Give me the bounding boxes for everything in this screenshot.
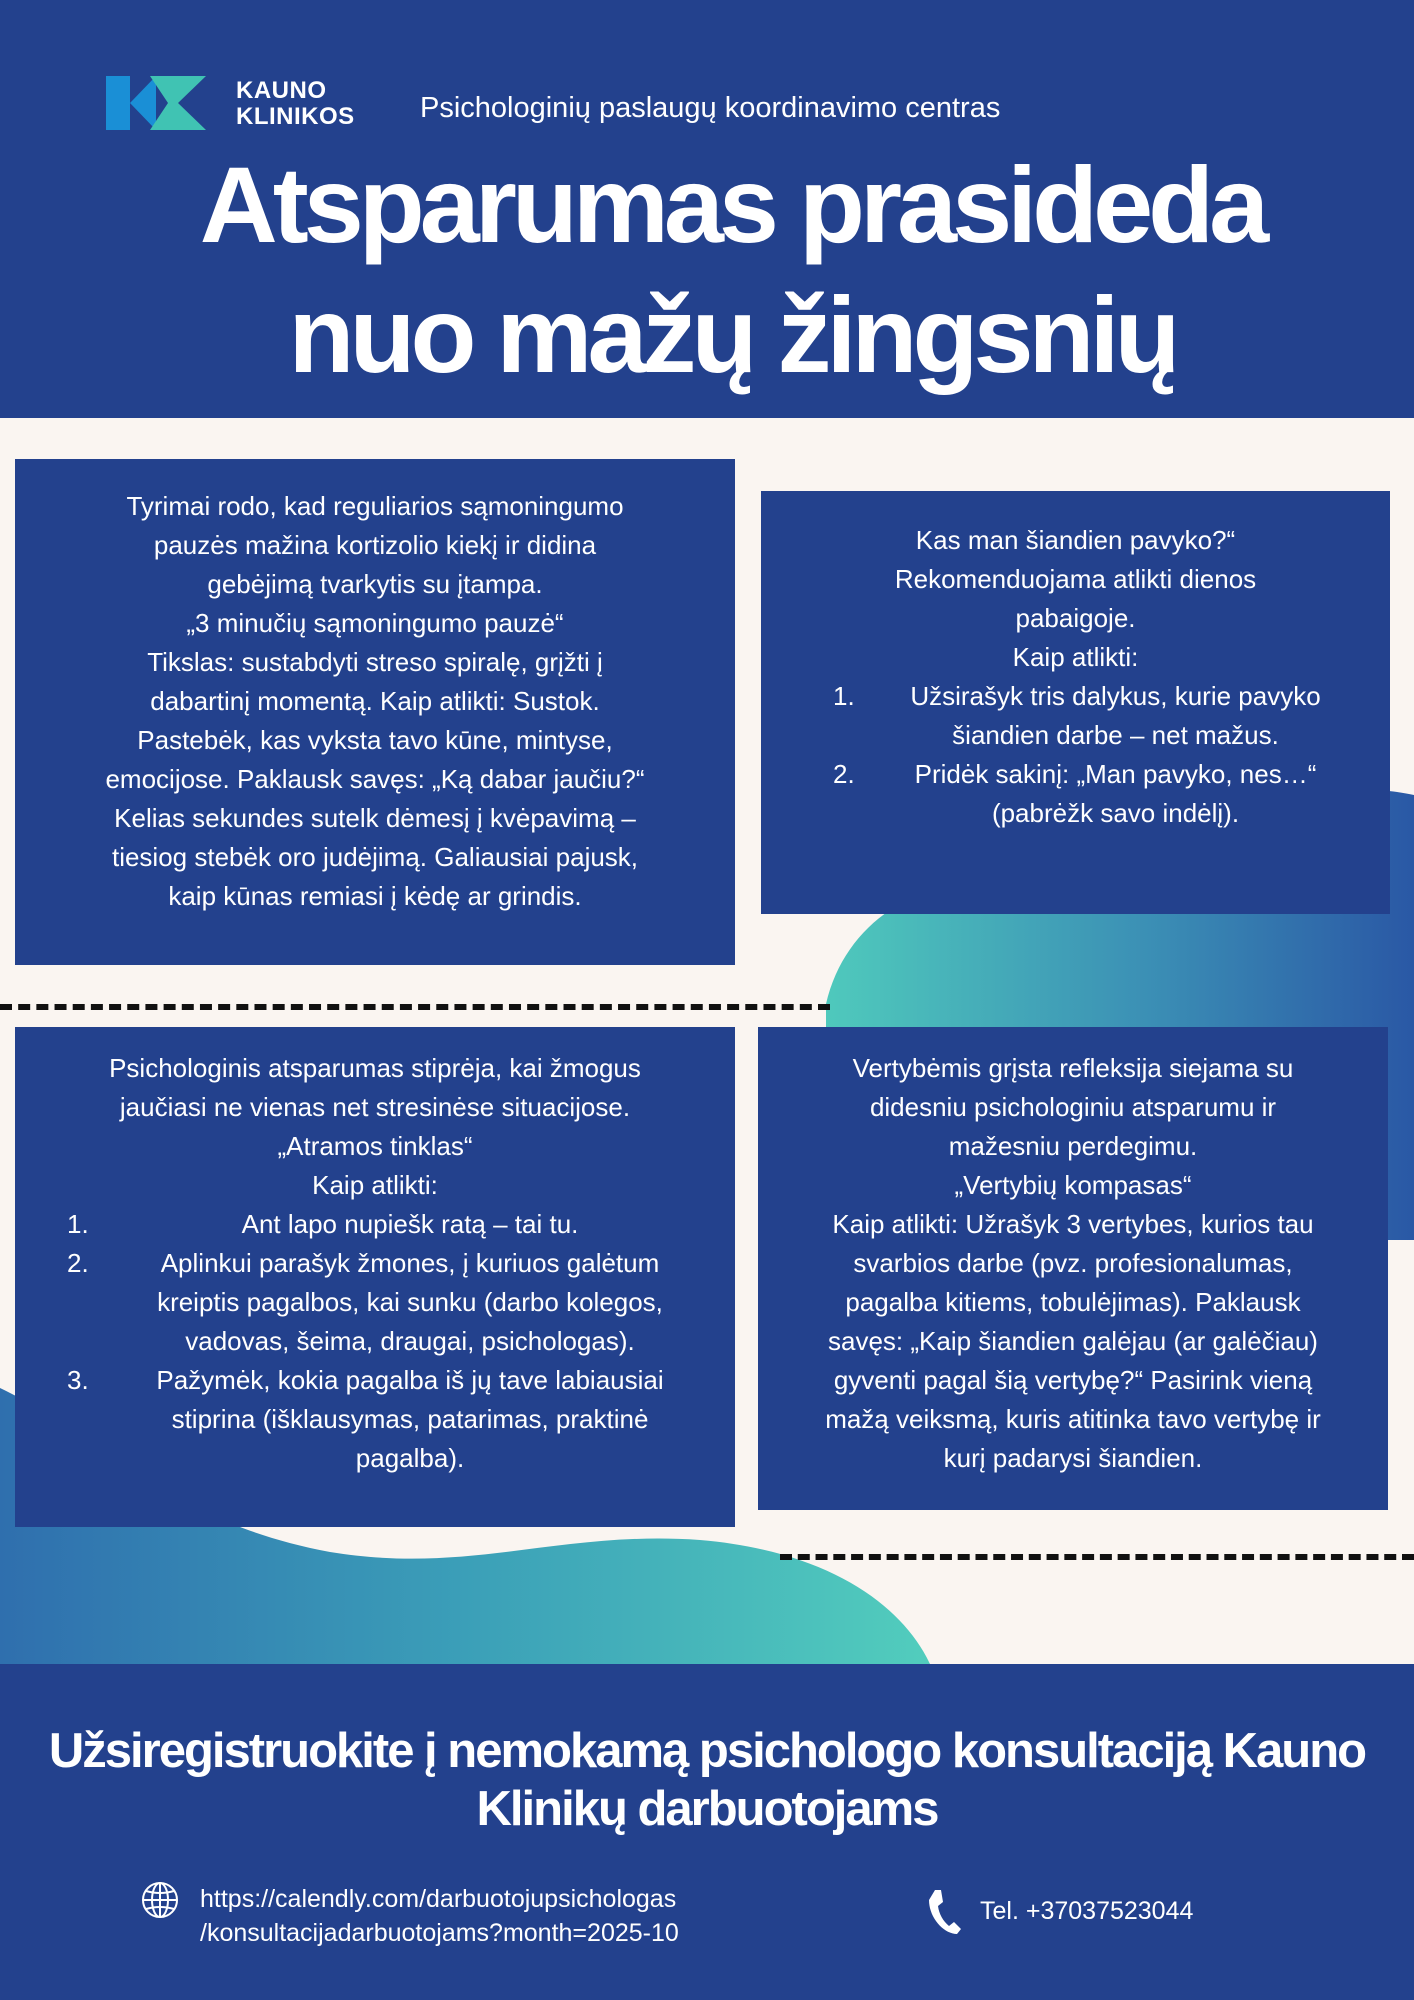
logo-text <box>236 78 436 130</box>
step-line: Pridėk sakinį: „Man pavyko, nes…“ <box>914 759 1317 789</box>
card-line: jaučiasi ne vienas net stresinėse situacijose. <box>119 1092 631 1122</box>
dashed-divider-upper <box>0 1004 830 1010</box>
card-heading: Kas man šiandien pavyko?“ <box>915 525 1236 555</box>
card-heading: „Vertybių kompasas“ <box>954 1170 1192 1200</box>
steps-list <box>797 677 1354 833</box>
logo-line-1: KAUNO <box>236 77 327 104</box>
step-number: 3. <box>67 1365 89 1395</box>
card-mindfulness-pause <box>15 459 735 965</box>
url-line-2[interactable]: /konsultacijadarbuotojams?month=2025-10 <box>200 1919 679 1947</box>
card-line: svarbios darbe (pvz. profesionalumas, <box>853 1248 1293 1278</box>
card-line: tiesiog stebėk oro judėjimą. Galiausiai pajusk, <box>111 842 639 872</box>
card-line: mažą veiksmą, kuris atitinka tavo vertybę ir <box>825 1404 1321 1434</box>
card-line: Psichologinis atsparumas stiprėja, kai žmogus <box>109 1053 641 1083</box>
phone-number[interactable]: Tel. +37037523044 <box>980 1897 1194 1925</box>
step-number: 2. <box>67 1248 89 1278</box>
card-line: Kaip atlikti: <box>312 1170 438 1200</box>
card-line: dabartinį momentą. Kaip atlikti: Sustok. <box>150 686 600 716</box>
card-heading: „Atramos tinklas“ <box>277 1131 473 1161</box>
card-line: pabaigoje. <box>1015 603 1136 633</box>
step-line: vadovas, šeima, draugai, psichologas). <box>185 1326 635 1356</box>
dashed-divider-lower <box>780 1554 1414 1560</box>
card-line: Rekomenduojama atlikti dienos <box>894 564 1257 594</box>
step-line: Užsirašyk tris dalykus, kurie pavyko <box>910 681 1321 711</box>
step-line: (pabrėžk savo indėlį). <box>991 798 1240 828</box>
title-line-1: Atsparumas prasideda <box>199 144 1265 265</box>
registration-call-to-action <box>40 1722 1374 1838</box>
steps-list <box>25 1205 725 1478</box>
step-line: Pažymėk, kokia pagalba iš jų tave labiausiai <box>156 1365 664 1395</box>
cta-line-1: Užsiregistruokite į nemokamą psichologo konsultaciją Kauno <box>48 1724 1366 1778</box>
card-line: emocijose. Paklausk savęs: „Ką dabar jaučiu?“ <box>105 764 645 794</box>
page-title <box>100 140 1364 400</box>
step-number: 1. <box>833 681 855 711</box>
card-line: pauzės mažina kortizolio kiekį ir didina <box>153 530 597 560</box>
booking-link[interactable] <box>200 1882 760 1950</box>
card-line: Kelias sekundes sutelk dėmesį į kvėpavimą – <box>114 803 636 833</box>
list-item <box>25 1205 725 1244</box>
cta-line-2: Klinikų darbuotojams <box>476 1782 938 1836</box>
card-values-compass <box>758 1027 1388 1510</box>
card-support-network <box>15 1027 735 1527</box>
step-line: Ant lapo nupiešk ratą – tai tu. <box>241 1209 579 1239</box>
organization-subtitle: Psichologinių paslaugų koordinavimo centras <box>420 92 1001 124</box>
kauno-klinikos-logo-icon <box>106 76 206 130</box>
list-item <box>25 1244 725 1361</box>
card-line: gyventi pagal šią vertybę?“ Pasirink vieną <box>833 1365 1313 1395</box>
card-heading: „3 minučių sąmoningumo pauzė“ <box>186 608 564 638</box>
card-line: Vertybėmis grįsta refleksija siejama su <box>852 1053 1294 1083</box>
logo-line-2: KLINIKOS <box>236 103 355 130</box>
list-item <box>797 755 1354 833</box>
step-line: kreiptis pagalbos, kai sunku (darbo kolegos, <box>157 1287 663 1317</box>
card-line: Tikslas: sustabdyti streso spiralę, grįžti į <box>147 647 603 677</box>
card-line: kaip kūnas remiasi į kėdę ar grindis. <box>168 881 582 911</box>
list-item <box>25 1361 725 1478</box>
card-line: didesniu psichologiniu atsparumu ir <box>869 1092 1277 1122</box>
phone-icon <box>926 1888 962 1936</box>
card-line: Tyrimai rodo, kad reguliarios sąmoningumo <box>126 491 624 521</box>
step-line: Aplinkui parašyk žmones, į kuriuos galėtum <box>160 1248 660 1278</box>
step-line: šiandien darbe – net mažus. <box>952 720 1279 750</box>
card-line: savęs: „Kaip šiandien galėjau (ar galėčiau) <box>828 1326 1318 1356</box>
title-line-2: nuo mažų žingsnių <box>288 274 1176 395</box>
card-line: kurį padarysi šiandien. <box>943 1443 1203 1473</box>
step-number: 1. <box>67 1209 89 1239</box>
card-daily-success <box>761 491 1390 914</box>
url-line-1[interactable]: https://calendly.com/darbuotojupsichologas <box>200 1885 677 1913</box>
card-line: Kaip atlikti: Užrašyk 3 vertybes, kurios tau <box>832 1209 1314 1239</box>
step-line: stiprina (išklausymas, patarimas, praktinė <box>171 1404 649 1434</box>
step-number: 2. <box>833 759 855 789</box>
globe-icon <box>140 1880 180 1920</box>
card-line: Pastebėk, kas vyksta tavo kūne, mintyse, <box>137 725 613 755</box>
step-line: pagalba). <box>355 1443 465 1473</box>
list-item <box>797 677 1354 755</box>
card-line: pagalba kitiems, tobulėjimas). Paklausk <box>845 1287 1301 1317</box>
card-line: gebėjimą tvarkytis su įtampa. <box>207 569 543 599</box>
card-line: mažesniu perdegimu. <box>948 1131 1198 1161</box>
card-line: Kaip atlikti: <box>1012 642 1139 672</box>
